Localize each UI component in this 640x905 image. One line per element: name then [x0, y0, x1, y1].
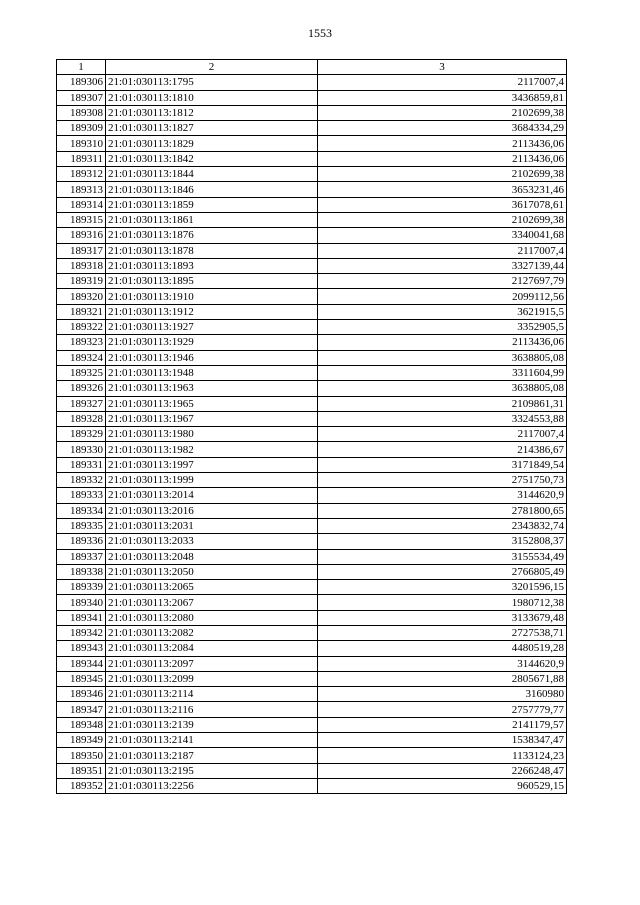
- cadastral-number-cell: 21:01:030113:1878: [106, 243, 318, 258]
- cadastral-number-cell: 21:01:030113:1929: [106, 335, 318, 350]
- table-row: [57, 320, 567, 335]
- row-number-cell: 189338: [57, 564, 106, 579]
- table-row: [57, 457, 567, 472]
- row-number-cell: 189327: [57, 396, 106, 411]
- cadastral-number-cell: 21:01:030113:2016: [106, 503, 318, 518]
- value-cell: 2099112,56: [318, 289, 567, 304]
- value-cell: 3684334,29: [318, 121, 567, 136]
- cadastral-number-cell: 21:01:030113:1927: [106, 320, 318, 335]
- table-row: [57, 411, 567, 426]
- table-row: [57, 243, 567, 258]
- cadastral-number-cell: 21:01:030113:2187: [106, 748, 318, 763]
- row-number-cell: 189313: [57, 182, 106, 197]
- cadastral-number-cell: 21:01:030113:2195: [106, 763, 318, 778]
- value-cell: 2343832,74: [318, 518, 567, 533]
- table-row: [57, 75, 567, 90]
- row-number-cell: 189317: [57, 243, 106, 258]
- row-number-cell: 189330: [57, 442, 106, 457]
- value-cell: 3638805,08: [318, 350, 567, 365]
- cadastral-number-cell: 21:01:030113:1861: [106, 212, 318, 227]
- table-row: [57, 518, 567, 533]
- cadastral-number-cell: 21:01:030113:1982: [106, 442, 318, 457]
- value-cell: 2266248,47: [318, 763, 567, 778]
- row-number-cell: 189335: [57, 518, 106, 533]
- row-number-cell: 189352: [57, 778, 106, 793]
- value-cell: 1133124,23: [318, 748, 567, 763]
- table-row: [57, 335, 567, 350]
- value-cell: 2727538,71: [318, 625, 567, 640]
- cadastral-number-cell: 21:01:030113:1912: [106, 304, 318, 319]
- value-cell: 3352905,5: [318, 320, 567, 335]
- value-cell: 2805671,88: [318, 671, 567, 686]
- value-cell: 2127697,79: [318, 274, 567, 289]
- table-row: [57, 595, 567, 610]
- cadastral-number-cell: 21:01:030113:1893: [106, 258, 318, 273]
- cadastral-number-cell: 21:01:030113:1980: [106, 427, 318, 442]
- row-number-cell: 189321: [57, 304, 106, 319]
- table-row: [57, 442, 567, 457]
- value-cell: 2117007,4: [318, 427, 567, 442]
- row-number-cell: 189308: [57, 105, 106, 120]
- table-row: [57, 503, 567, 518]
- cadastral-number-cell: 21:01:030113:1795: [106, 75, 318, 90]
- table-row: [57, 212, 567, 227]
- table-row: [57, 365, 567, 380]
- value-cell: 3133679,48: [318, 610, 567, 625]
- cadastral-number-cell: 21:01:030113:1810: [106, 90, 318, 105]
- row-number-cell: 189344: [57, 656, 106, 671]
- value-cell: 2117007,4: [318, 243, 567, 258]
- value-cell: 2102699,38: [318, 167, 567, 182]
- row-number-cell: 189306: [57, 75, 106, 90]
- cadastral-number-cell: 21:01:030113:2141: [106, 733, 318, 748]
- table-row: [57, 549, 567, 564]
- row-number-cell: 189347: [57, 702, 106, 717]
- cadastral-number-cell: 21:01:030113:1910: [106, 289, 318, 304]
- row-number-cell: 189322: [57, 320, 106, 335]
- row-number-cell: 189311: [57, 151, 106, 166]
- value-cell: 3155534,49: [318, 549, 567, 564]
- table-row: [57, 136, 567, 151]
- cadastral-number-cell: 21:01:030113:2084: [106, 641, 318, 656]
- cadastral-number-cell: 21:01:030113:2080: [106, 610, 318, 625]
- header-col-3: 3: [318, 60, 567, 75]
- value-cell: 3324553,88: [318, 411, 567, 426]
- cadastral-number-cell: 21:01:030113:2097: [106, 656, 318, 671]
- cadastral-number-cell: 21:01:030113:1859: [106, 197, 318, 212]
- row-number-cell: 189307: [57, 90, 106, 105]
- row-number-cell: 189319: [57, 274, 106, 289]
- value-cell: 3160980: [318, 687, 567, 702]
- value-cell: 3144620,9: [318, 656, 567, 671]
- row-number-cell: 189314: [57, 197, 106, 212]
- value-cell: 3144620,9: [318, 488, 567, 503]
- row-number-cell: 189346: [57, 687, 106, 702]
- table-row: [57, 350, 567, 365]
- row-number-cell: 189339: [57, 580, 106, 595]
- row-number-cell: 189325: [57, 365, 106, 380]
- table-row: [57, 671, 567, 686]
- row-number-cell: 189336: [57, 534, 106, 549]
- cadastral-number-cell: 21:01:030113:1999: [106, 473, 318, 488]
- value-cell: 3436859,81: [318, 90, 567, 105]
- table-row: [57, 656, 567, 671]
- cadastral-number-cell: 21:01:030113:2082: [106, 625, 318, 640]
- table-row: [57, 304, 567, 319]
- value-cell: 2113436,06: [318, 151, 567, 166]
- table-row: [57, 121, 567, 136]
- table-row: [57, 274, 567, 289]
- cadastral-number-cell: 21:01:030113:1829: [106, 136, 318, 151]
- table-row: [57, 625, 567, 640]
- cadastral-number-cell: 21:01:030113:2031: [106, 518, 318, 533]
- table-header-row: [57, 60, 567, 75]
- value-cell: 2751750,73: [318, 473, 567, 488]
- value-cell: 2102699,38: [318, 212, 567, 227]
- value-cell: 960529,15: [318, 778, 567, 793]
- row-number-cell: 189332: [57, 473, 106, 488]
- row-number-cell: 189337: [57, 549, 106, 564]
- table-row: [57, 396, 567, 411]
- cadastral-number-cell: 21:01:030113:1997: [106, 457, 318, 472]
- value-cell: 3621915,5: [318, 304, 567, 319]
- row-number-cell: 189316: [57, 228, 106, 243]
- value-cell: 2109861,31: [318, 396, 567, 411]
- table-body: [57, 75, 567, 794]
- row-number-cell: 189341: [57, 610, 106, 625]
- table-row: [57, 167, 567, 182]
- table-row: [57, 778, 567, 793]
- cadastral-number-cell: 21:01:030113:1876: [106, 228, 318, 243]
- cadastral-number-cell: 21:01:030113:2114: [106, 687, 318, 702]
- value-cell: 3617078,61: [318, 197, 567, 212]
- row-number-cell: 189349: [57, 733, 106, 748]
- row-number-cell: 189334: [57, 503, 106, 518]
- cadastral-number-cell: 21:01:030113:2048: [106, 549, 318, 564]
- table-row: [57, 610, 567, 625]
- value-cell: 1980712,38: [318, 595, 567, 610]
- value-cell: 2117007,4: [318, 75, 567, 90]
- value-cell: 3171849,54: [318, 457, 567, 472]
- table-row: [57, 580, 567, 595]
- cadastral-number-cell: 21:01:030113:2139: [106, 717, 318, 732]
- cadastral-number-cell: 21:01:030113:2099: [106, 671, 318, 686]
- cadastral-number-cell: 21:01:030113:1842: [106, 151, 318, 166]
- cadastral-number-cell: 21:01:030113:1967: [106, 411, 318, 426]
- table-row: [57, 197, 567, 212]
- row-number-cell: 189324: [57, 350, 106, 365]
- table-row: [57, 258, 567, 273]
- value-cell: 3638805,08: [318, 381, 567, 396]
- row-number-cell: 189318: [57, 258, 106, 273]
- header-col-2: 2: [106, 60, 318, 75]
- value-cell: 3311604,99: [318, 365, 567, 380]
- value-cell: 3152808,37: [318, 534, 567, 549]
- row-number-cell: 189350: [57, 748, 106, 763]
- table-row: [57, 381, 567, 396]
- table-row: [57, 534, 567, 549]
- row-number-cell: 189320: [57, 289, 106, 304]
- row-number-cell: 189333: [57, 488, 106, 503]
- value-cell: 3340041,68: [318, 228, 567, 243]
- cadastral-number-cell: 21:01:030113:1844: [106, 167, 318, 182]
- table-row: [57, 702, 567, 717]
- row-number-cell: 189310: [57, 136, 106, 151]
- row-number-cell: 189331: [57, 457, 106, 472]
- table-row: [57, 488, 567, 503]
- cadastral-number-cell: 21:01:030113:2065: [106, 580, 318, 595]
- data-table: [56, 59, 567, 794]
- table-row: [57, 763, 567, 778]
- row-number-cell: 189328: [57, 411, 106, 426]
- value-cell: 2766805,49: [318, 564, 567, 579]
- cadastral-number-cell: 21:01:030113:1965: [106, 396, 318, 411]
- row-number-cell: 189329: [57, 427, 106, 442]
- table-row: [57, 228, 567, 243]
- value-cell: 3653231,46: [318, 182, 567, 197]
- value-cell: 2141179,57: [318, 717, 567, 732]
- table-row: [57, 182, 567, 197]
- table-row: [57, 289, 567, 304]
- cadastral-number-cell: 21:01:030113:2256: [106, 778, 318, 793]
- cadastral-number-cell: 21:01:030113:1895: [106, 274, 318, 289]
- cadastral-number-cell: 21:01:030113:1946: [106, 350, 318, 365]
- cadastral-number-cell: 21:01:030113:1963: [106, 381, 318, 396]
- value-cell: 4480519,28: [318, 641, 567, 656]
- row-number-cell: 189312: [57, 167, 106, 182]
- value-cell: 3327139,44: [318, 258, 567, 273]
- cadastral-number-cell: 21:01:030113:1846: [106, 182, 318, 197]
- page-number: 1553: [308, 26, 332, 40]
- table-row: [57, 90, 567, 105]
- cadastral-number-cell: 21:01:030113:2116: [106, 702, 318, 717]
- value-cell: 2113436,06: [318, 136, 567, 151]
- table-row: [57, 473, 567, 488]
- cadastral-number-cell: 21:01:030113:1948: [106, 365, 318, 380]
- row-number-cell: 189315: [57, 212, 106, 227]
- row-number-cell: 189326: [57, 381, 106, 396]
- cadastral-number-cell: 21:01:030113:2014: [106, 488, 318, 503]
- table-row: [57, 105, 567, 120]
- value-cell: 2781800,65: [318, 503, 567, 518]
- row-number-cell: 189309: [57, 121, 106, 136]
- table-row: [57, 687, 567, 702]
- row-number-cell: 189348: [57, 717, 106, 732]
- row-number-cell: 189342: [57, 625, 106, 640]
- header-col-1: 1: [57, 60, 106, 75]
- value-cell: 2757779,77: [318, 702, 567, 717]
- table-row: [57, 564, 567, 579]
- row-number-cell: 189323: [57, 335, 106, 350]
- row-number-cell: 189340: [57, 595, 106, 610]
- table-row: [57, 717, 567, 732]
- value-cell: 2113436,06: [318, 335, 567, 350]
- value-cell: 2102699,38: [318, 105, 567, 120]
- value-cell: 1538347,47: [318, 733, 567, 748]
- table-row: [57, 151, 567, 166]
- row-number-cell: 189351: [57, 763, 106, 778]
- cadastral-number-cell: 21:01:030113:2067: [106, 595, 318, 610]
- value-cell: 3201596,15: [318, 580, 567, 595]
- value-cell: 214386,67: [318, 442, 567, 457]
- cadastral-number-cell: 21:01:030113:2050: [106, 564, 318, 579]
- table-row: [57, 733, 567, 748]
- table-row: [57, 748, 567, 763]
- row-number-cell: 189345: [57, 671, 106, 686]
- table-row: [57, 427, 567, 442]
- row-number-cell: 189343: [57, 641, 106, 656]
- cadastral-number-cell: 21:01:030113:1812: [106, 105, 318, 120]
- cadastral-number-cell: 21:01:030113:1827: [106, 121, 318, 136]
- table-row: [57, 641, 567, 656]
- cadastral-number-cell: 21:01:030113:2033: [106, 534, 318, 549]
